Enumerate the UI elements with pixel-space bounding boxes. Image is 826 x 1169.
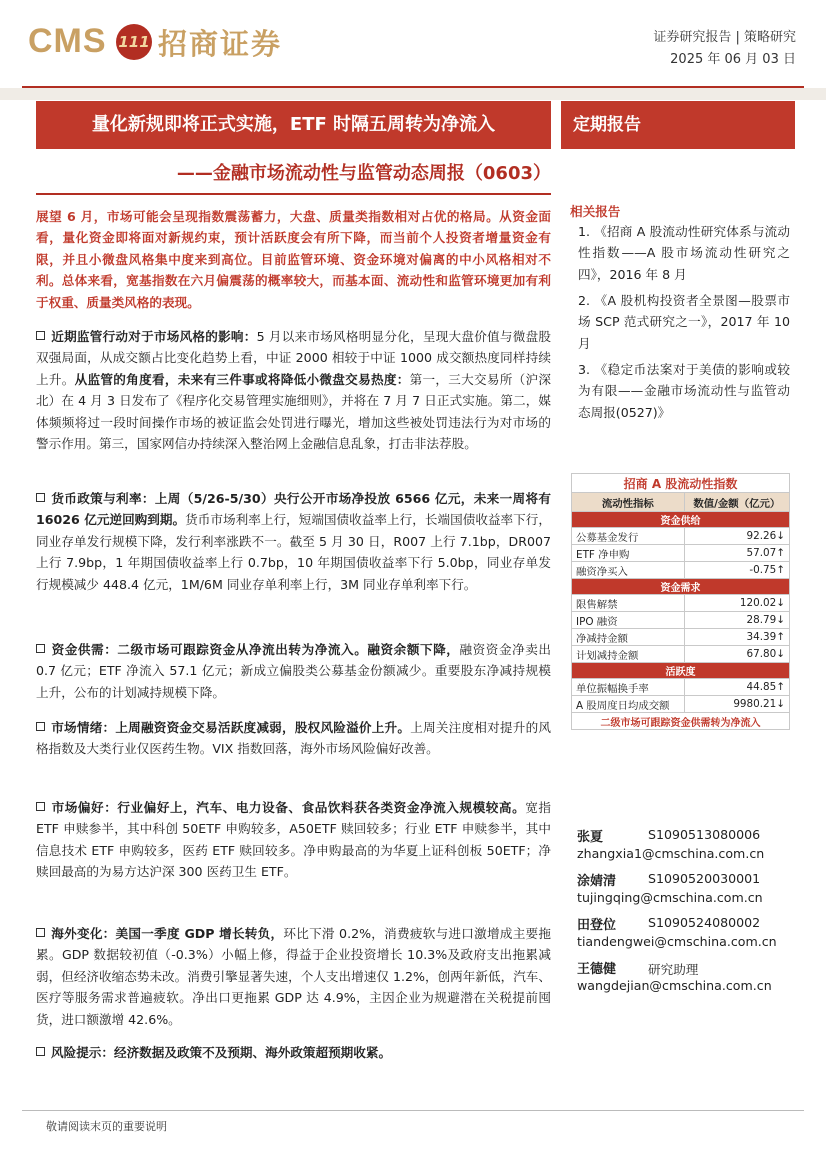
row-value: 44.85↑: [684, 679, 789, 696]
table-row: [572, 612, 790, 629]
bullet-body: 5 月以来市场风格明显分化，呈现大盘价值与微盘股双强局面，从成交额占比变化趋势上看，中证 2000 相较于中证 1000 成交额热度同样持续上升。: [36, 329, 551, 387]
checkbox-icon: [36, 1047, 45, 1056]
bullet-heading-2: 从监管的角度看，未来有三件事或将降低小微盘交易热度：: [74, 371, 410, 387]
row-value: 28.79↓: [684, 612, 789, 629]
bullet-body: 融资资金净卖出 0.7 亿元；ETF 净流入 57.1 亿元；新成立偏股类公募基金份额减少。重要股东净减持规模上升，公布的计划减持规模下降。: [36, 642, 552, 700]
table-row: [572, 696, 790, 713]
table-row: [572, 646, 790, 663]
bullet-body: 上周关注度相对提升的风格指数及大类行业仅医药生物。VIX 指数回落，海外市场风险偏好改善。: [36, 720, 552, 757]
related-reports-heading: 相关报告: [570, 204, 621, 219]
row-label: 净减持金额: [572, 629, 685, 646]
row-label: IPO 融资: [572, 612, 685, 629]
author-email[interactable]: zhangxia1@cmschina.com.cn: [577, 846, 765, 861]
related-report-item[interactable]: 3. 《稳定币法案对于美债的影响或较为有限——金融市场流动性与监管动态周报(0527)》: [578, 362, 790, 420]
table-section-header: 活跃度: [572, 663, 790, 679]
arrow-icon: ↓: [776, 648, 785, 660]
report-date: 2025 年 06 月 03 日: [670, 52, 796, 67]
row-value: 9980.21↓: [684, 696, 789, 713]
logo-badge-icon: 111: [116, 24, 152, 60]
author-name: 张夏: [577, 830, 604, 845]
checkbox-icon: [36, 722, 45, 731]
bullet-preference: [36, 797, 551, 883]
bullet-monetary: [36, 488, 551, 595]
row-label: 公募基金发行: [572, 528, 685, 545]
row-label: 融资净买入: [572, 562, 685, 579]
checkbox-icon: [36, 928, 45, 937]
table-row: [572, 595, 790, 612]
bullet-heading: 市场偏好：行业偏好上，汽车、电力设备、食品饮料获各类资金净流入规模较高。: [51, 800, 526, 815]
bullet-body: 环比下滑 0.2%，消费疲软与进口激增成主要拖累。GDP 数据较初值（-0.3%）小幅上修，得益于企业投资增长 10.3%及政府支出拖累减弱，但经济收缩态势未改。消费引擎显著失速，个人支出增速仅 1.2%，创两年新低，汽车、医疗等服务需求普遍疲软。净出口更拖累 GDP 达 4.9%，主因企业为规避潜在关税提前囤货，进口额激增 42.6%。: [36, 926, 551, 1027]
arrow-icon: ↑: [776, 547, 785, 559]
table-row: [572, 562, 790, 579]
checkbox-icon: [36, 802, 45, 811]
lead-summary: 展望 6 月，市场可能会呈现指数震荡蓄力，大盘、质量类指数相对占优的格局。从资金面看，量化资金即将面对新规约束，预计活跃度会有所下降，而当前个人投资者增量资金有限，并且小微盘风格集中度来到高位。目前监管环境、资金环境对偏离的中小风格相对不利。总体来看，宽基指数在六月偏震荡的概率较大，而基本面、流动性和监管环境更加有利于权重、质量类风格的表现。: [36, 209, 551, 310]
logo-chinese-name: 招商证券: [158, 27, 283, 61]
logo-cms-text: CMS: [28, 22, 107, 60]
liquidity-index-table: [571, 473, 790, 730]
bullet-body: 货币市场利率上行，短端国债收益率上行，长端国债收益率下行，同业存单发行规模下降，发行利率涨跌不一。截至 5 月 30 日，R007 上行 7.1bp，DR007 上行 7.9bp，1 年期国债收益率上行 0.7bp，10 年期国债收益率下行 5.0bp，同业存单发行规模减少 448.4 亿元，1M/6M 同业存单利率上行，3M 同业存单利率下行。: [36, 512, 552, 592]
author-email[interactable]: tiandengwei@cmschina.com.cn: [577, 934, 777, 949]
bullet-heading: 货币政策与利率：上周（5/26-5/30）央行公开市场净投放 6566 亿元，未来一周将有 16026 亿元逆回购到期。: [36, 491, 551, 528]
column-header: 流动性指标: [572, 493, 685, 512]
author-name: 涂婧清: [577, 874, 617, 889]
row-value: -0.75↑: [684, 562, 789, 579]
report-subtitle: ——金融市场流动性与监管动态周报（0603）: [176, 163, 551, 184]
bullet-risk: [36, 1042, 551, 1063]
row-label: ETF 净申购: [572, 545, 685, 562]
author-id: S1090513080006: [648, 827, 761, 842]
author-id: S1090520030001: [648, 871, 761, 886]
related-report-item[interactable]: 1. 《招商 A 股流动性研究体系与流动性指数——A 股市场流动性研究之四》，2016 年 8 月: [578, 224, 790, 282]
table-footer: 二级市场可跟踪资金供需转为净流入: [572, 713, 790, 730]
row-label: 单位振幅换手率: [572, 679, 685, 696]
report-category: 证券研究报告 | 策略研究: [653, 30, 796, 45]
related-report-item[interactable]: 2. 《A 股机构投资者全景图—股票市场 SCP 范式研究之一》，2017 年 10 月: [578, 293, 790, 351]
author-email[interactable]: tujingqing@cmschina.com.cn: [577, 890, 763, 905]
bullet-fund-flow: [36, 639, 551, 703]
bullet-heading: 资金供需：二级市场可跟踪资金从净流出转为净流入。融资余额下降，: [51, 642, 460, 657]
bullet-body: 宽指 ETF 申赎参半，其中科创 50ETF 申购较多，A50ETF 赎回较多；行业 ETF 申赎参半，其中信息技术 ETF 申购较多，医药 ETF 赎回较多。净申购最高的为华夏上证科创板 50ETF；净赎回最高的为易方达沪深 300 医药卫生 ETF。: [36, 800, 552, 880]
footer-note: 敬请阅读末页的重要说明: [46, 1120, 167, 1133]
table-section-header: 资金供给: [572, 512, 790, 528]
report-type-label: 定期报告: [573, 115, 641, 135]
table-row: [572, 528, 790, 545]
bullet-heading: 近期监管行动对于市场风格的影响：: [51, 329, 257, 344]
table-row: [572, 545, 790, 562]
arrow-icon: ↓: [776, 530, 785, 542]
arrow-icon: ↓: [776, 614, 785, 626]
author-id: S1090524080002: [648, 915, 761, 930]
bullet-regulation: [36, 326, 551, 454]
author-name: 王德健: [577, 962, 617, 977]
table-section-header: 资金需求: [572, 579, 790, 595]
checkbox-icon: [36, 331, 45, 340]
row-label: 限售解禁: [572, 595, 685, 612]
title-rule: [36, 193, 551, 195]
author-role: 研究助理: [648, 962, 699, 977]
column-header: 数值/金额（亿元）: [684, 493, 789, 512]
table-title: 招商 A 股流动性指数: [572, 474, 790, 493]
row-value: 67.80↓: [684, 646, 789, 663]
row-value: 92.26↓: [684, 528, 789, 545]
bullet-overseas: [36, 923, 551, 1030]
arrow-icon: ↑: [776, 681, 785, 693]
bullet-heading: 市场情绪：上周融资资金交易活跃度减弱，股权风险溢价上升。: [51, 720, 411, 735]
checkbox-icon: [36, 644, 45, 653]
bullet-heading: 风险提示：经济数据及政策不及预期、海外政策超预期收紧。: [51, 1045, 392, 1060]
arrow-icon: ↓: [776, 698, 785, 710]
row-value: 57.07↑: [684, 545, 789, 562]
author-email[interactable]: wangdejian@cmschina.com.cn: [577, 978, 772, 993]
arrow-icon: ↑: [776, 564, 785, 576]
bullet-heading: 海外变化：美国一季度 GDP 增长转负，: [51, 926, 284, 941]
bullet-sentiment: [36, 717, 551, 760]
row-label: 计划减持金额: [572, 646, 685, 663]
bullet-body-2: 第一，三大交易所（沪深北）在 4 月 3 日发布了《程序化交易管理实施细则》，并将在 7 月 7 日正式实施。第二，媒体频频将过一段时间操作市场的被证监会处罚进行曝光，增加这些被处罚违法行为对市场的警示作用。第三，国家网信办持续深入整治网上金融信息乱象，打击非法荐股。: [36, 371, 552, 452]
checkbox-icon: [36, 493, 45, 502]
footer-rule: [22, 1110, 804, 1111]
author-name: 田登位: [577, 918, 617, 933]
row-value: 120.02↓: [684, 595, 789, 612]
arrow-icon: ↓: [776, 597, 785, 609]
report-title: 量化新规即将正式实施，ETF 时隔五周转为净流入: [91, 114, 496, 135]
table-row: [572, 629, 790, 646]
header-band: [0, 88, 826, 100]
arrow-icon: ↑: [776, 631, 785, 643]
row-value: 34.39↑: [684, 629, 789, 646]
table-row: [572, 679, 790, 696]
row-label: A 股周度日均成交额: [572, 696, 685, 713]
